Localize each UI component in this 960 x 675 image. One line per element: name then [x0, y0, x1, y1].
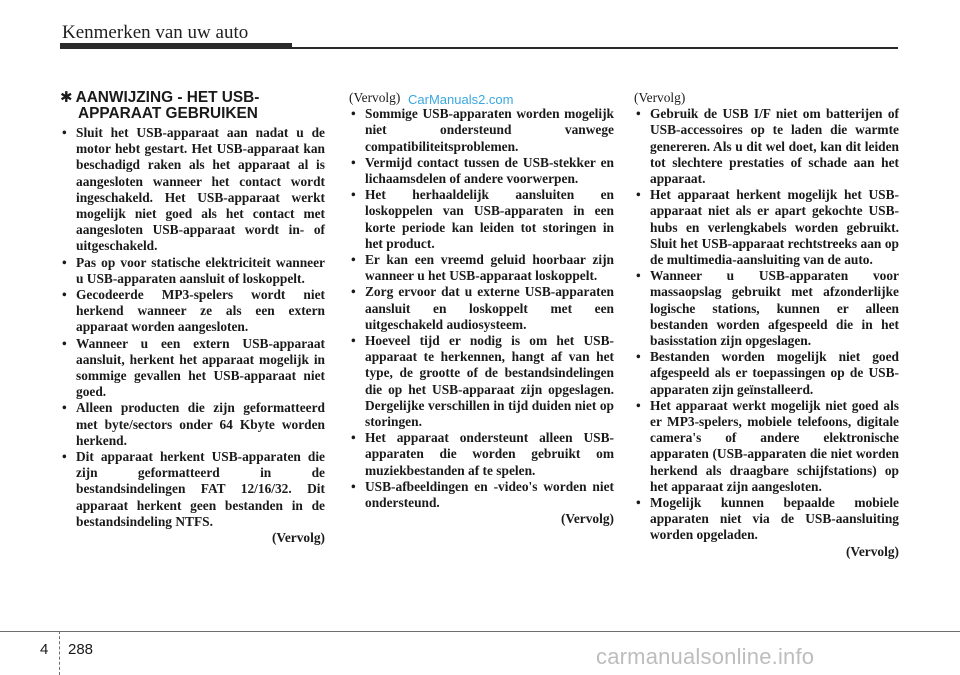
list-item: • Pas op voor statische elektriciteit wanneer u USB-apparaten aansluit of loskoppelt. — [60, 255, 325, 287]
bullet-list-3 — [634, 106, 899, 543]
list-item: • Sluit het USB-apparaat aan nadat u de motor hebt gestart. Het USB-apparaat kan beschadigd raken als het apparaat al is aangesloten wanneer het contact wordt ingeschakeld. Het USB-apparaat werkt mogelijk niet goed als het contact met aangesloten USB-apparaat wordt in- of uitgeschakeld. — [60, 125, 325, 255]
header-rule-thin — [292, 47, 898, 49]
list-item: • Sommige USB-apparaten worden mogelijk niet ondersteund vanwege compatibiliteitsproblemen. — [349, 106, 614, 155]
list-item: • Er kan een vreemd geluid hoorbaar zijn wanneer u het USB-apparaat loskoppelt. — [349, 252, 614, 284]
watermark-bottom[interactable]: carmanualsonline.info — [596, 644, 815, 669]
list-item: • Wanneer u USB-apparaten voor massaopslag gebruikt met afzonderlijke logische stations, kunnen er alleen bestanden worden afgespeeld die in het basisstation zijn opgeslagen. — [634, 268, 899, 349]
continued-label: (Vervolg) — [845, 543, 899, 559]
bullet-list-1 — [60, 125, 325, 530]
note-title-line1: AANWIJZING - HET USB- — [75, 89, 260, 106]
column-2 — [349, 90, 614, 527]
star-icon: ✱ — [60, 89, 73, 106]
list-item: • Gebruik de USB I/F niet om batterijen of USB-accessoires op te laden die warmte genereren. Als u dit wel doet, kan dit leiden tot slechtere prestaties of schade aan het apparaat. — [634, 106, 899, 187]
continued-heading: (Vervolg) — [634, 90, 686, 105]
watermark-top[interactable]: CarManuals2.com — [408, 92, 514, 107]
list-item: • Alleen producten die zijn geformatteerd met byte/sectors onder 64 Kbyte worden herkend. — [60, 400, 325, 449]
continued-label: (Vervolg) — [271, 530, 325, 546]
list-item: • Mogelijk kunnen bepaalde mobiele apparaten niet via de USB-aansluiting worden opgeladen. — [634, 495, 899, 544]
list-item: • Dit apparaat herkent USB-apparaten die zijn geformatteerd in de bestandsindelingen FAT 12/16/32. Dit apparaat herkent geen bestanden in de bestandsindeling NTFS. — [60, 449, 325, 530]
list-item: • Vermijd contact tussen de USB-stekker en lichaamsdelen of andere voorwerpen. — [349, 155, 614, 187]
list-item: • Hoeveel tijd er nodig is om het USB-apparaat te herkennen, hangt af van het type, de grootte of de bestandsindelingen die op het USB-apparaat zijn opgeslagen. Dergelijke verschillen in tijd duiden niet op storingen. — [349, 333, 614, 430]
column-1 — [60, 90, 325, 546]
section-number: 4 — [40, 641, 49, 658]
list-item: • Het apparaat ondersteunt alleen USB-apparaten die worden gebruikt om muziekbestanden af te spelen. — [349, 430, 614, 479]
list-item: • Bestanden worden mogelijk niet goed afgespeeld als er toepassingen op de USB-apparaten zijn geïnstalleerd. — [634, 349, 899, 398]
list-item: • Het apparaat herkent mogelijk het USB-apparaat niet als er apart gekochte USB-hubs en verlengkabels worden gebruikt. Sluit het USB-apparaat rechtstreeks aan op de multimedia-aansluiting van de auto. — [634, 187, 899, 268]
continued-label: (Vervolg) — [560, 511, 614, 527]
list-item: • Zorg ervoor dat u externe USB-apparaten aansluit en loskoppelt met een uitgeschakeld audiosysteem. — [349, 284, 614, 333]
list-item: • Het apparaat werkt mogelijk niet goed als er MP3-spelers, mobiele telefoons, digitale camera's of andere elektronische apparaten (USB-apparaten die niet worden herkend als draagbare schijfstations) op het apparaat zijn aangesloten. — [634, 398, 899, 495]
list-item: • Het herhaaldelijk aansluiten en loskoppelen van USB-apparaten in een korte periode kan leiden tot storingen in het product. — [349, 187, 614, 252]
list-item: • Wanneer u een extern USB-apparaat aansluit, herkent het apparaat mogelijk in sommige gevallen het USB-apparaat niet goed. — [60, 336, 325, 401]
continued-heading: (Vervolg) — [349, 90, 401, 105]
page-number: 288 — [68, 641, 94, 658]
page-header-title: Kenmerken van uw auto — [62, 22, 249, 43]
column-3 — [634, 90, 899, 560]
header-rule-thick — [60, 43, 292, 49]
list-item: • Gecodeerde MP3-spelers wordt niet herkend wanneer ze als een extern apparaat worden aangesloten. — [60, 287, 325, 336]
note-title — [60, 90, 325, 122]
footer-rule — [0, 631, 960, 632]
footer-tick — [59, 631, 60, 675]
bullet-list-2 — [349, 106, 614, 511]
note-title-line2: APPARAAT GEBRUIKEN — [78, 105, 258, 122]
list-item: • USB-afbeeldingen en -video's worden niet ondersteund. — [349, 479, 614, 511]
